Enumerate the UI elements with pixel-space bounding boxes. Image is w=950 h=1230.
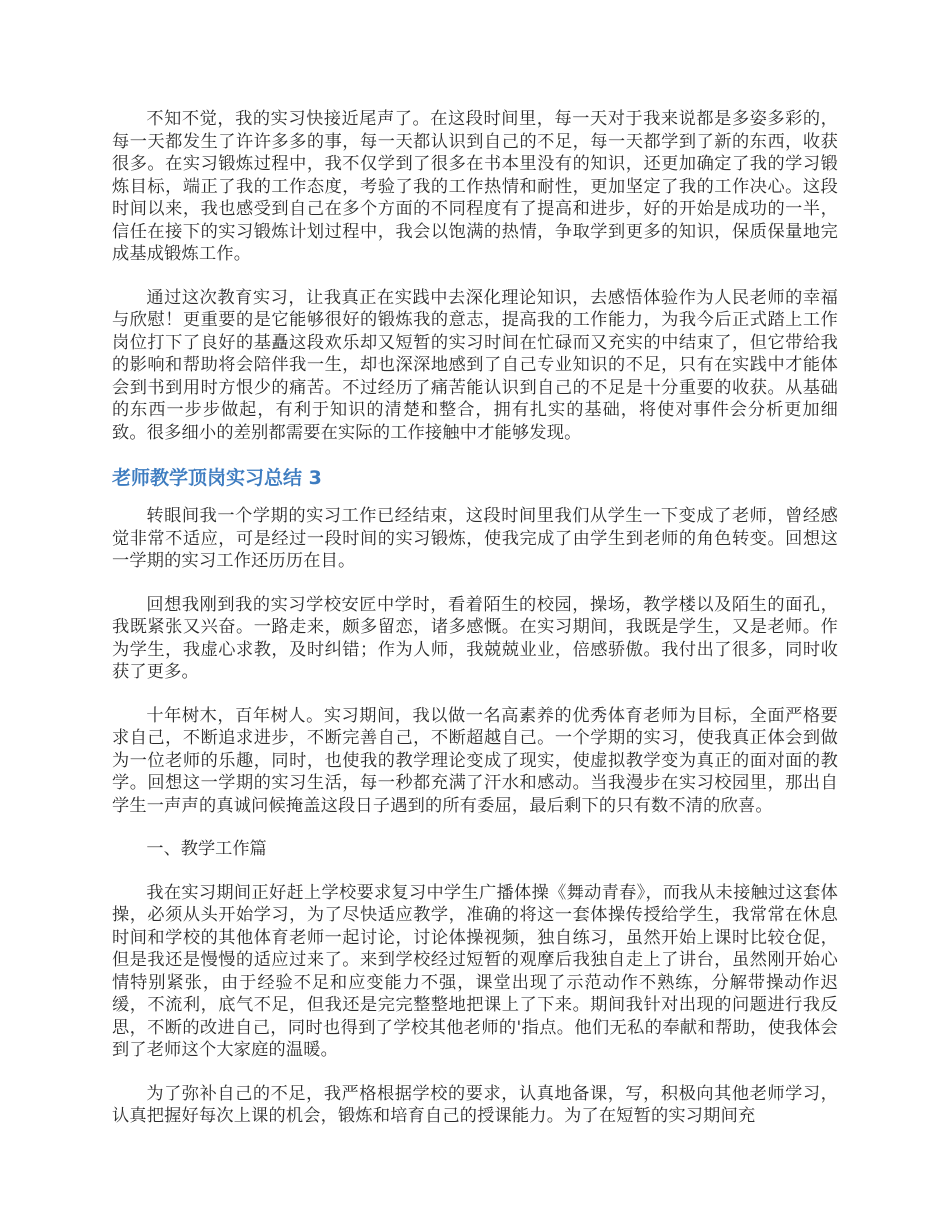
paragraph-1: 不知不觉，我的实习快接近尾声了。在这段时间里，每一天对于我来说都是多姿多彩的，每一天都发生了许许多多的事，每一天都认识到自己的不足，每一天都学到了新的东西，收获很多。在实习锻炼过程中，我不仅学到了很多在书本里没有的知识，还更加确定了我的学习锻炼目标，端正了我的工作态度，考验了我的工作热情和耐性，更加坚定了我的工作决心。这段时间以来，我也感受到自己在多个方面的不同程度有了提高和进步，好的开始是成功的一半，信任在接下的实习锻炼计划过程中，我会以饱满的热情，争取学到更多的知识，保质保量地完成基成锻炼工作。 (112, 109, 838, 264)
paragraph-4: 回想我刚到我的实习学校安匠中学时，看着陌生的校园，操场，教学楼以及陌生的面孔，我既紧张又兴奋。一路走来，颇多留恋，诸多感慨。在实习期间，我既是学生，又是老师。作为学生，我虚心求教，及时纠错；作为人师，我兢兢业业，倍感骄傲。我付出了很多，同时收获了更多。 (112, 594, 838, 682)
subsection-heading: 一、教学工作篇 (146, 839, 267, 859)
section-heading: 老师教学顶岗实习总结 3 (112, 467, 322, 489)
paragraph-7: 为了弥补自己的不足，我严格根据学校的要求，认真地备课，写，积极向其他老师学习，认真把握好每次上课的机会，锻炼和培育自己的授课能力。为了在短暂的实习期间充 (112, 1083, 838, 1126)
paragraph-3: 转眼间我一个学期的实习工作已经结束，这段时间里我们从学生一下变成了老师，曾经感觉非常不适应，可是经过一段时间的实习锻炼，使我完成了由学生到老师的角色转变。回想这一学期的实习工作还历历在目。 (112, 506, 838, 571)
paragraph-5: 十年树木，百年树人。实习期间，我以做一名高素养的优秀体育老师为目标，全面严格要求自己，不断追求进步，不断完善自己，不断超越自己。一个学期的实习，使我真正体会到做为一位老师的乐趣，同时，也使我的教学理论变成了现实，使虚拟教学变为真正的面对面的教学。回想这一学期的实习生活，每一秒都充满了汗水和感动。当我漫步在实习校园里，那出自学生一声声的真诚问候掩盖这段日子遇到的所有委屈，最后剩下的只有数不清的欣喜。 (112, 705, 838, 816)
paragraph-6: 我在实习期间正好赶上学校要求复习中学生广播体操《舞动青春》，而我从未接触过这套体操，必须从头开始学习，为了尽快适应教学，准确的将这一套体操传授给学生，我常常在休息时间和学校的其他体育老师一起讨论，讨论体操视频，独自练习，虽然开始上课时比较仓促，但是我还是慢慢的适应过来了。来到学校经过短暂的观摩后我独自走上了讲台，虽然刚开始心情特别紧张，由于经验不足和应变能力不强，课堂出现了示范动作不熟练，分解带操动作迟缓，不流利，底气不足，但我还是完完整整地把课上了下来。期间我针对出现的问题进行我反思，不断的改进自己，同时也得到了学校其他老师的'指点。他们无私的奉献和帮助，使我体会到了老师这个大家庭的温暖。 (112, 882, 838, 1060)
paragraph-2: 通过这次教育实习，让我真正在实践中去深化理论知识，去感悟体验作为人民老师的幸福与欣慰！更重要的是它能够很好的锻炼我的意志，提高我的工作能力，为我今后正式踏上工作岗位打下了良好的基矗这段欢乐却又短暂的实习时间在忙碌而又充实的中结束了，但它带给我的影响和帮助将会陪伴我一生，却也深深地感到了自己专业知识的不足，只有在实践中才能体会到书到用时方恨少的痛苦。不过经历了痛苦能认识到自己的不足是十分重要的收获。从基础的东西一步步做起，有利于知识的清楚和整合，拥有扎实的基础，将使对事件会分析更加细致。很多细小的差别都需要在实际的工作接触中才能够发现。 (112, 287, 838, 443)
